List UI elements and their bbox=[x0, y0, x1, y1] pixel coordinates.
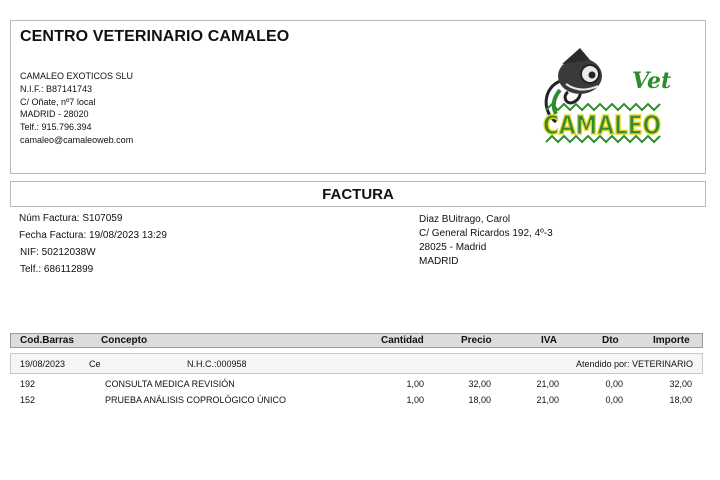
row-amount: 18,00 bbox=[669, 395, 692, 405]
visit-row bbox=[10, 353, 703, 374]
header-quantity: Cantidad bbox=[381, 335, 424, 346]
customer-nif: NIF: 50212038W bbox=[20, 247, 96, 258]
customer-postal: 28025 - Madrid bbox=[419, 242, 487, 253]
company-name: CENTRO VETERINARIO CAMALEO bbox=[20, 28, 290, 45]
row-code: 192 bbox=[20, 379, 36, 389]
row-price: 32,00 bbox=[468, 379, 491, 389]
row-quantity: 1,00 bbox=[406, 379, 424, 389]
table-row bbox=[10, 379, 703, 393]
header-price: Precio bbox=[461, 335, 492, 346]
visit-nhc: N.H.C.:000958 bbox=[187, 359, 247, 369]
row-code: 152 bbox=[20, 395, 36, 405]
row-vat: 21,00 bbox=[536, 379, 559, 389]
row-vat: 21,00 bbox=[536, 395, 559, 405]
invoice-number: Núm Factura: S107059 bbox=[19, 213, 123, 224]
table-header bbox=[10, 333, 703, 348]
customer-city: MADRID bbox=[419, 256, 459, 267]
row-concept: CONSULTA MEDICA REVISIÓN bbox=[105, 379, 235, 389]
row-price: 18,00 bbox=[468, 395, 491, 405]
company-details bbox=[20, 70, 133, 147]
company-city: MADRID - 28020 bbox=[20, 109, 89, 120]
header-discount: Dto bbox=[602, 335, 619, 346]
invoice-date: Fecha Factura: 19/08/2023 13:29 bbox=[19, 230, 167, 241]
header-amount: Importe bbox=[653, 335, 690, 346]
customer-address-block bbox=[419, 213, 553, 269]
company-address: C/ Oñate, nº7 local bbox=[20, 96, 96, 107]
row-quantity: 1,00 bbox=[406, 395, 424, 405]
logo-vet-text: Vet bbox=[632, 68, 672, 94]
row-discount: 0,00 bbox=[605, 395, 623, 405]
visit-date: 19/08/2023 bbox=[20, 359, 66, 369]
customer-phone: Telf.: 686112899 bbox=[20, 264, 94, 275]
row-concept: PRUEBA ANÁLISIS COPROLÓGICO ÚNICO bbox=[105, 395, 287, 405]
visit-code: Ce bbox=[89, 359, 101, 369]
logo-camaleo-text: CAMALEO bbox=[543, 111, 661, 141]
camaleo-vet-logo bbox=[536, 44, 672, 144]
visit-attended-by: Atendido por: VETERINARIO bbox=[575, 359, 693, 369]
customer-name: Diaz BUitrago, Carol bbox=[419, 214, 511, 225]
company-legal-name: CAMALEO EXOTICOS SLU bbox=[20, 71, 134, 81]
company-header bbox=[10, 20, 706, 174]
document-title-box bbox=[10, 181, 706, 207]
row-discount: 0,00 bbox=[605, 379, 623, 389]
table-row bbox=[10, 395, 703, 409]
company-nif: N.I.F.: B87141743 bbox=[20, 83, 93, 94]
company-email: camaleo@camaleoweb.com bbox=[20, 134, 134, 145]
document-title: FACTURA bbox=[322, 186, 394, 203]
company-phone: Telf.: 915.796.394 bbox=[20, 122, 92, 133]
header-code: Cod.Barras bbox=[20, 335, 74, 346]
row-amount: 32,00 bbox=[669, 379, 692, 389]
header-concept: Concepto bbox=[101, 335, 148, 346]
header-vat: IVA bbox=[541, 335, 557, 346]
customer-street: C/ General Ricardos 192, 4º-3 bbox=[419, 228, 553, 239]
